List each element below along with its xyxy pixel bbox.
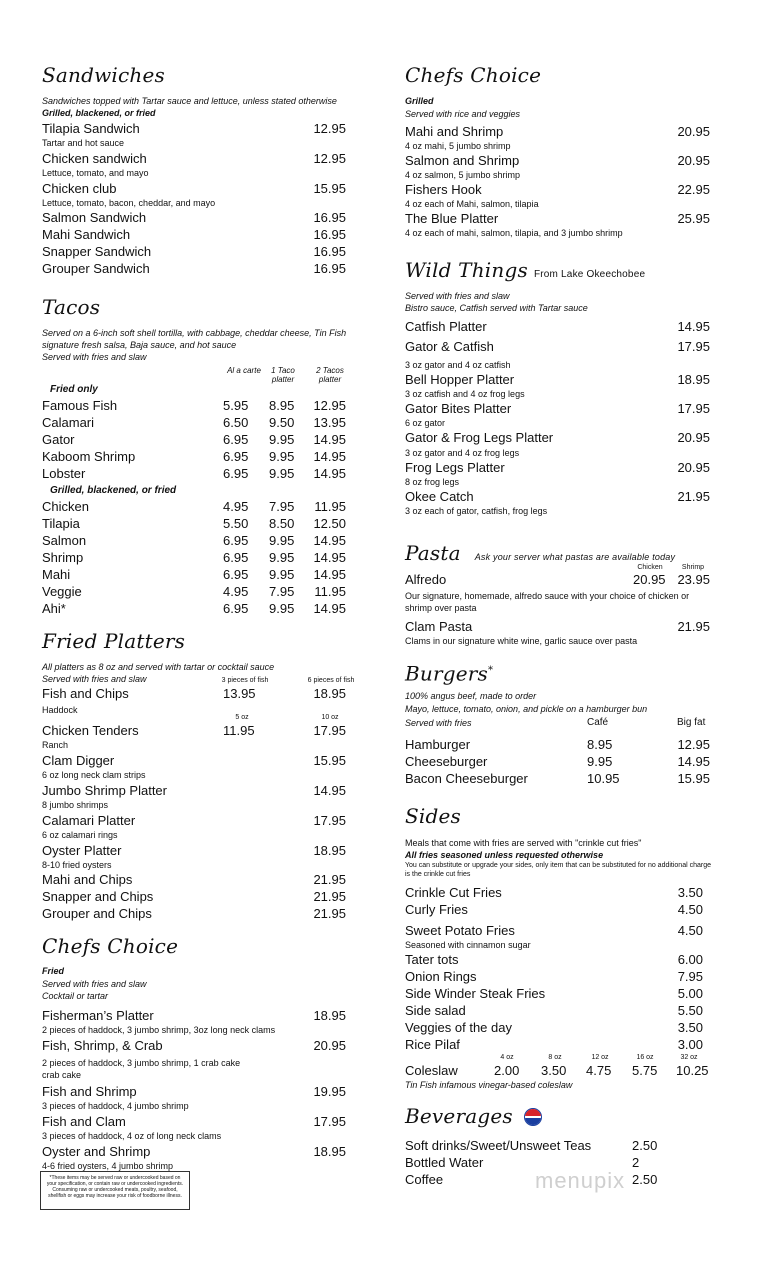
item-description: 4 oz each of Mahi, salmon, tilapia <box>405 199 539 209</box>
menu-item: Salmon and Shrimp 20.95 <box>405 153 710 168</box>
item-description: 3 pieces of haddock, 4 jumbo shrimp <box>42 1101 189 1111</box>
item-description: Haddock <box>42 705 78 715</box>
menu-item: Shrimp 6.95 9.95 14.95 <box>42 550 346 565</box>
wild-things-section <box>405 257 735 517</box>
item-description: 6 oz calamari rings <box>42 830 118 840</box>
item-description: 8 oz frog legs <box>405 477 460 487</box>
item-description: 4 oz each of mahi, salmon, tilapia, and 3 jumbo shrimp <box>405 228 623 238</box>
item-description: Tartar and hot sauce <box>42 138 125 148</box>
menu-item: Curly Fries 4.50 <box>405 902 703 917</box>
menu-item: Soft drinks/Sweet/Unsweet Teas 2.50 <box>405 1138 658 1153</box>
wild-things-note: Served with fries and slaw <box>405 291 510 301</box>
menu-item: Bottled Water 2 <box>405 1155 640 1170</box>
tacos-column-headers: Al a carte 1 Taco platter 2 Tacos platter <box>227 366 344 384</box>
menu-item: Chicken club 15.95 <box>42 181 346 196</box>
item-description: crab cake <box>42 1070 82 1080</box>
item-description: 4 oz salmon, 5 jumbo shrimp <box>405 170 521 180</box>
menu-item: 3 pieces of fish 6 pieces of fish Fish and Chips 13.95 18.95 <box>42 677 355 701</box>
menu-item: Oyster Platter 18.95 <box>42 843 346 858</box>
menu-item: Snapper and Chips 21.95 <box>42 889 346 904</box>
sides-substitution-note: You can substitute or upgrade your sides, only item that can be substituted for no additional charge is the crinkle cut fries <box>405 862 711 878</box>
menu-item: The Blue Platter 25.95 <box>405 211 710 226</box>
menu-item: Hamburger 8.95 12.95 <box>405 737 710 752</box>
item-description: 3 pieces of haddock, 4 oz of long neck clams <box>42 1131 222 1141</box>
menu-item: Gator & Catfish 17.95 <box>405 339 710 354</box>
menupix-watermark: menupix <box>535 1168 626 1193</box>
item-description: 4-6 fried oysters, 4 jumbo shrimp <box>42 1161 174 1171</box>
item-description: 8 jumbo shrimps <box>42 800 109 810</box>
beverages-heading: Beverages <box>405 1104 513 1128</box>
item-description: shrimp over pasta <box>405 603 477 613</box>
menu-item: Gator & Frog Legs Platter 20.95 <box>405 430 710 445</box>
sides-note: Meals that come with fries are served with "crinkle cut fries" <box>405 838 642 848</box>
menu-item: Mahi and Chips 21.95 <box>42 872 346 887</box>
chefs-choice-grilled-heading: Chefs Choice <box>405 63 542 87</box>
menu-item: Famous Fish 5.95 8.95 12.95 <box>42 398 346 413</box>
menu-item: Lobster 6.95 9.95 14.95 <box>42 466 346 481</box>
menu-item: Side salad 5.50 <box>405 1003 703 1018</box>
menu-item: Fish and Shrimp 19.95 <box>42 1084 346 1099</box>
tacos-group-grilled: Grilled, blackened, or fried <box>50 485 177 496</box>
burgers-note: Mayo, lettuce, tomato, onion, and pickle on a hamburger bun <box>405 704 648 714</box>
menu-item: Tater tots 6.00 <box>405 952 703 967</box>
menu-item: Gator Bites Platter 17.95 <box>405 401 710 416</box>
item-description: 2 pieces of haddock, 3 jumbo shrimp, 3oz long neck clams <box>42 1025 276 1035</box>
menu-item: Cheeseburger 9.95 14.95 <box>405 754 710 769</box>
menu-item: Chicken 4.95 7.95 11.95 <box>42 499 346 514</box>
menu-item: Frog Legs Platter 20.95 <box>405 460 710 475</box>
menu-item: Grouper Sandwich 16.95 <box>42 261 346 276</box>
item-description: 3 oz gator and 4 oz frog legs <box>405 448 520 458</box>
tacos-note: Served on a 6-inch soft shell tortilla, with cabbage, cheddar cheese, Tin Fish <box>42 328 347 338</box>
coleslaw-row: Coleslaw 4 oz 8 oz 12 oz 16 oz 32 oz 2.00 3.50 4.75 5.75 10.25 <box>405 1054 709 1078</box>
sides-section <box>405 803 735 1091</box>
burgers-column-headers: Served with fries Café Big fat <box>405 717 706 728</box>
menu-item: Veggies of the day 3.50 <box>405 1020 703 1035</box>
sides-note: All fries seasoned unless requested otherwise <box>405 850 604 860</box>
tacos-group-fried: Fried only <box>50 384 98 395</box>
menu-item: Catfish Platter 14.95 <box>405 319 710 334</box>
item-description: Lettuce, tomato, and mayo <box>42 168 149 178</box>
menu-item: Fisherman’s Platter 18.95 <box>42 1008 346 1023</box>
sandwiches-heading: Sandwiches <box>42 63 166 87</box>
item-description: Tin Fish infamous vinegar-based coleslaw <box>405 1080 573 1090</box>
burgers-note: 100% angus beef, made to order <box>405 691 537 701</box>
menu-item: Tilapia Sandwich 12.95 <box>42 121 346 136</box>
item-description: Seasoned with cinnamon sugar <box>405 940 531 950</box>
menu-item: Gator 6.95 9.95 14.95 <box>42 432 346 447</box>
menu-item: Side Winder Steak Fries 5.00 <box>405 986 703 1001</box>
burgers-section <box>405 658 735 787</box>
menu-item: Ahi* 6.95 9.95 14.95 <box>42 601 346 616</box>
item-description: 3 oz catfish and 4 oz frog legs <box>405 389 525 399</box>
menu-item: Fish, Shrimp, & Crab 20.95 <box>42 1038 346 1053</box>
burgers-heading: Burgers* <box>405 661 494 686</box>
fried-platters-section <box>42 628 360 922</box>
tacos-note: Served with fries and slaw <box>42 352 147 362</box>
item-description: Lettuce, tomato, bacon, cheddar, and mayo <box>42 198 216 208</box>
menu-item: Bell Hopper Platter 18.95 <box>405 372 710 387</box>
pasta-section <box>405 540 735 647</box>
menu-item: Oyster and Shrimp 18.95 <box>42 1144 346 1159</box>
sandwiches-note: Sandwiches topped with Tartar sauce and lettuce, unless stated otherwise <box>42 96 337 106</box>
raw-food-disclaimer: *These items may be served raw or undercooked based on your specification, or contain raw or undercooked ingredients. Consuming raw or undercooked meats, poultry, seafood, shellfish or eggs may increase your risk of foodborne illness. <box>40 1171 190 1210</box>
menu-item: Clam Pasta 21.95 <box>405 619 710 634</box>
sandwiches-prep-note: Grilled, blackened, or fried <box>42 108 156 118</box>
wild-things-note: Bistro sauce, Catfish served with Tartar sauce <box>405 303 588 313</box>
menu-item: Sweet Potato Fries 4.50 <box>405 923 703 938</box>
menu-item: Chicken sandwich 12.95 <box>42 151 346 166</box>
wild-things-heading: Wild Things From Lake Okeechobee <box>405 258 646 282</box>
tacos-heading: Tacos <box>42 295 101 319</box>
chefs-choice-fried-note: Served with fries and slaw <box>42 979 147 989</box>
menu-item: 5 oz 10 oz Chicken Tenders 11.95 17.95 <box>42 714 346 738</box>
menu-item: Kaboom Shrimp 6.95 9.95 14.95 <box>42 449 346 464</box>
menu-item: Snapper Sandwich 16.95 <box>42 244 346 259</box>
menu-item: Okee Catch 21.95 <box>405 489 710 504</box>
menu-item: Fish and Clam 17.95 <box>42 1114 346 1129</box>
menu-item: Mahi and Shrimp 20.95 <box>405 124 710 139</box>
item-description: Clams in our signature white wine, garlic sauce over pasta <box>405 636 638 646</box>
menu-item: Onion Rings 7.95 <box>405 969 703 984</box>
chefs-choice-fried-sub: Fried <box>42 966 65 976</box>
fried-platters-heading: Fried Platters <box>42 629 186 653</box>
chefs-choice-fried-note: Cocktail or tartar <box>42 991 109 1001</box>
menu-item: Bacon Cheeseburger 10.95 15.95 <box>405 771 710 786</box>
menu-item: Veggie 4.95 7.95 11.95 <box>42 584 346 599</box>
sandwiches-section <box>42 62 360 277</box>
chefs-choice-grilled-sub: Grilled <box>405 96 434 106</box>
item-description: 2 pieces of haddock, 3 jumbo shrimp, 1 crab cake <box>42 1058 241 1068</box>
menu-item: Crinkle Cut Fries 3.50 <box>405 885 703 900</box>
menu-item: Mahi Sandwich 16.95 <box>42 227 346 242</box>
chefs-choice-fried-heading: Chefs Choice <box>42 934 179 958</box>
tacos-note: signature fresh salsa, Baja sauce, and hot sauce <box>42 340 237 350</box>
sides-heading: Sides <box>405 804 461 828</box>
item-description: Our signature, homemade, alfredo sauce with your choice of chicken or <box>405 591 690 601</box>
menu-item: Calamari Platter 17.95 <box>42 813 346 828</box>
pasta-availability-note: Ask your server what pastas are available today <box>474 552 676 562</box>
item-description: 6 oz gator <box>405 418 446 428</box>
chefs-choice-grilled-section <box>405 62 735 239</box>
menu-item: Clam Digger 15.95 <box>42 753 346 768</box>
menu-item: Salmon 6.95 9.95 14.95 <box>42 533 346 548</box>
fried-platters-note: All platters as 8 oz and served with tartar or cocktail sauce <box>42 662 275 672</box>
item-description: Ranch <box>42 740 69 750</box>
pepsi-logo-icon <box>524 1108 542 1126</box>
item-description: 3 oz gator and 4 oz catfish <box>405 360 511 370</box>
menu-item: Rice Pilaf 3.00 <box>405 1037 703 1052</box>
chefs-choice-fried-section <box>42 933 360 1172</box>
wild-things-origin: From Lake Okeechobee <box>533 269 646 280</box>
menu-item: Jumbo Shrimp Platter 14.95 <box>42 783 346 798</box>
menu-item: Fishers Hook 22.95 <box>405 182 710 197</box>
menu-item: Coffee 2.50 <box>405 1172 658 1187</box>
menu-item: Calamari 6.50 9.50 13.95 <box>42 415 346 430</box>
menu-item: Mahi 6.95 9.95 14.95 <box>42 567 346 582</box>
menu-item: Grouper and Chips 21.95 <box>42 906 346 921</box>
pasta-heading: Pasta Ask your server what pastas are available today <box>405 541 676 565</box>
item-description: 6 oz long neck clam strips <box>42 770 146 780</box>
menu-item: Salmon Sandwich 16.95 <box>42 210 346 225</box>
item-description: 8-10 fried oysters <box>42 860 112 870</box>
menu-item: Tilapia 5.50 8.50 12.50 <box>42 516 346 531</box>
chefs-choice-grilled-note: Served with rice and veggies <box>405 109 521 119</box>
menu-item: Chicken Shrimp Alfredo 20.95 23.95 <box>405 564 710 587</box>
item-description: 4 oz mahi, 5 jumbo shrimp <box>405 141 511 151</box>
item-description: 3 oz each of gator, catfish, frog legs <box>405 506 548 516</box>
fried-platters-note: Served with fries and slaw <box>42 674 147 684</box>
tacos-section <box>42 294 360 617</box>
